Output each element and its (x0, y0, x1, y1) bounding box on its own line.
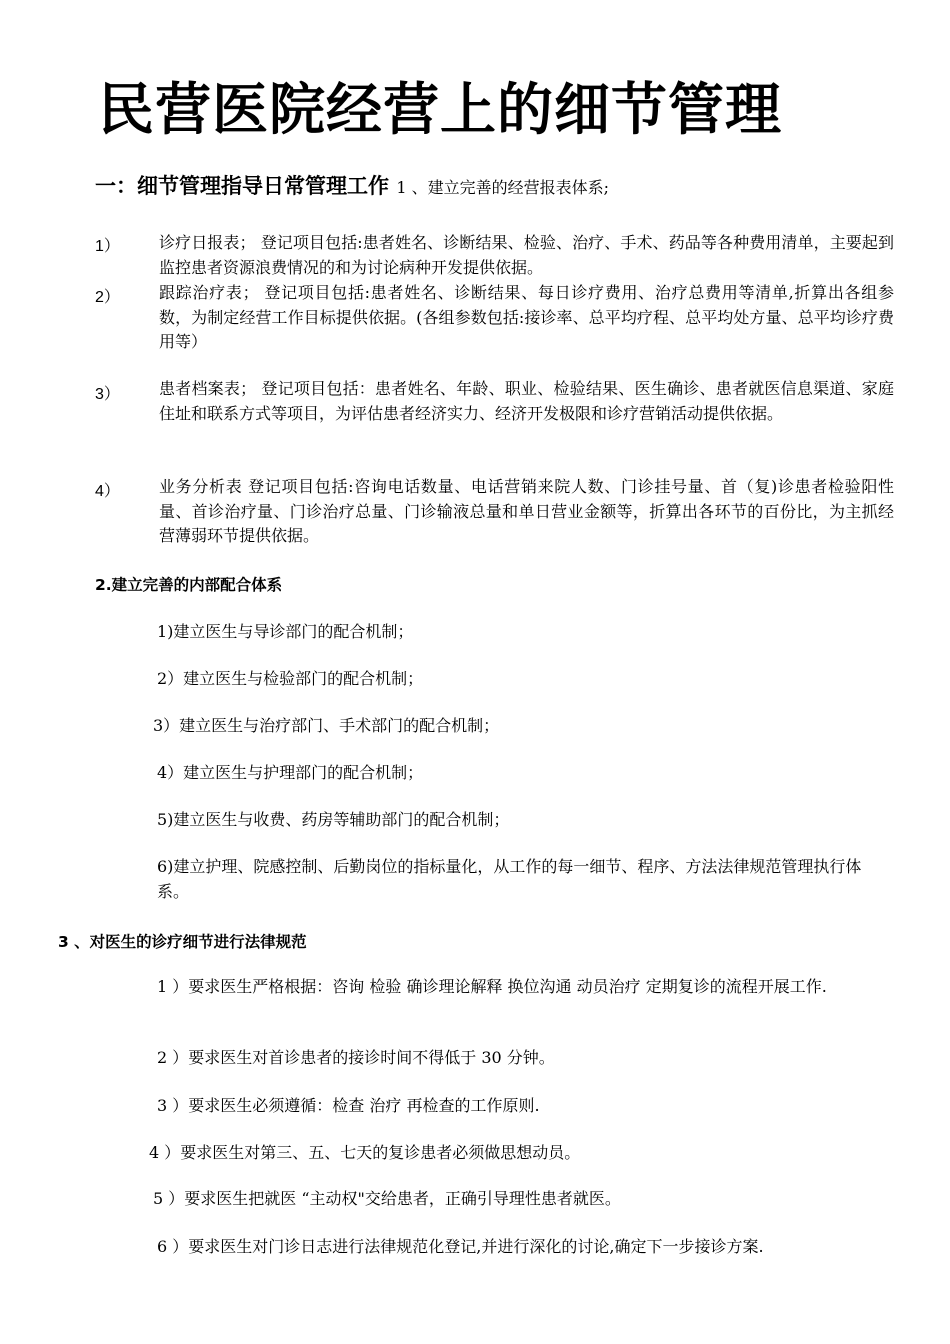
section3-item-3: 3 ）要求医生必须遵循：检查 治疗 再检查的工作原则. (157, 1096, 540, 1115)
section2-item-1: 1)建立医生与导诊部门的配合机制； (157, 622, 414, 641)
section2-item-5: 5)建立医生与收费、药房等辅助部门的配合机制； (157, 810, 510, 829)
section2-item-2: 2）建立医生与检验部门的配合机制； (157, 669, 424, 688)
section2-heading: 2.建立完善的内部配合体系 (95, 576, 283, 594)
item2-number: 2） (95, 289, 120, 306)
section3-item-1: 1 ）要求医生严格根据：咨询 检验 确诊理论解释 换位沟通 动员治疗 定期复诊的流程开展工作. (157, 977, 827, 996)
item4-number: 4） (95, 483, 120, 500)
section2-item-3: 3）建立医生与治疗部门、手术部门的配合机制； (153, 716, 500, 735)
item1-number: 1） (95, 238, 120, 255)
section3-item-4: 4 ）要求医生对第三、五、七天的复诊患者必须做思想动员。 (149, 1143, 581, 1162)
section3-item-6: 6 ）要求医生对门诊日志进行法律规范化登记,并进行深化的讨论,确定下一步接诊方案. (157, 1237, 764, 1256)
section1-heading-text: 一：细节管理指导日常管理工作 (95, 174, 389, 198)
section1-subheading: 1 、建立完善的经营报表体系; (396, 178, 609, 197)
item2-text: 跟踪治疗表； 登记项目包括:患者姓名、诊断结果、每日诊疗费用、治疗总费用等清单,折算出各组参数，为制定经营工作目标提供依据。(各组参数包括:接诊率、总平均疗程、总平均处方量、总平均诊疗费用等） (159, 283, 894, 351)
section1-heading (95, 170, 609, 200)
item3-text: 患者档案表； 登记项目包括：患者姓名、年龄、职业、检验结果、医生确诊、患者就医信息渠道、家庭住址和联系方式等项目，为评估患者经济实力、经济开发极限和诊疗营销活动提供依据。 (159, 379, 894, 423)
section3-heading: 3 、对医生的诊疗细节进行法律规范 (58, 933, 307, 951)
section3-item-5: 5 ）要求医生把就医 “主动权"交给患者，正确引导理性患者就医。 (153, 1189, 621, 1208)
document-title: 民营医院经营上的细节管理 (98, 78, 782, 143)
section2-item-6: 6)建立护理、院感控制、后勤岗位的指标量化，从工作的每一细节、程序、方法法律规范管理执行体系。 (157, 857, 862, 901)
item1-text: 诊疗日报表； 登记项目包括:患者姓名、诊断结果、检验、治疗、手术、药品等各种费用清单，主要起到监控患者资源浪费情况的和为讨论病种开发提供依据。 (159, 233, 894, 277)
section2-item-4: 4）建立医生与护理部门的配合机制； (157, 763, 424, 782)
item4-text: 业务分析表 登记项目包括:咨询电话数量、电话营销来院人数、门诊挂号量、首（复)诊患者检验阳性量、首诊治疗量、门诊治疗总量、门诊输液总量和单日营业金额等，折算出各环节的百份比，为主抓经营薄弱环节提供依据。 (159, 477, 894, 545)
section3-item-2: 2 ）要求医生对首诊患者的接诊时间不得低于 30 分钟。 (157, 1048, 555, 1067)
item3-number: 3） (95, 386, 120, 403)
